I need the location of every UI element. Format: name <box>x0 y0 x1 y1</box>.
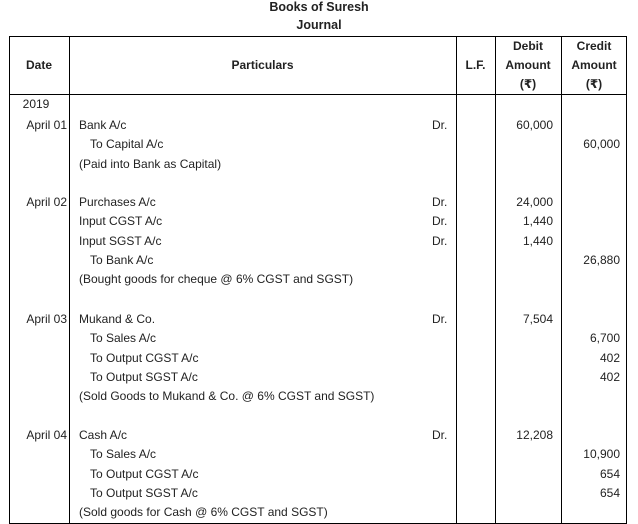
dr-marker: Dr. <box>432 428 448 442</box>
col-header-lf: L.F. <box>465 58 486 72</box>
debit-account: Bank A/c <box>79 118 127 132</box>
debit-account: Input SGST A/c <box>79 234 162 248</box>
credit-account: To Output SGST A/c <box>90 370 198 384</box>
entry-date: April 03 <box>26 312 67 326</box>
entry-date: April 04 <box>26 428 67 442</box>
credit-account: To Sales A/c <box>90 331 157 345</box>
entry-narration: (Sold goods for Cash @ 6% CGST and SGST) <box>79 505 328 519</box>
dr-marker: Dr. <box>432 214 448 228</box>
col-header-debit-line3: (₹) <box>519 77 537 91</box>
credit-amount: 402 <box>599 351 620 365</box>
column-divider <box>69 36 70 524</box>
debit-account: Mukand & Co. <box>79 312 156 326</box>
entry-date: April 02 <box>26 195 67 209</box>
entry-narration: (Sold Goods to Mukand & Co. @ 6% CGST and SGST) <box>79 389 375 403</box>
dr-marker: Dr. <box>432 312 448 326</box>
column-divider <box>456 36 457 524</box>
entry-narration: (Bought goods for cheque @ 6% CGST and SGST) <box>79 272 354 286</box>
debit-account: Input CGST A/c <box>79 214 163 228</box>
col-header-date: Date <box>25 58 52 72</box>
credit-account: To Bank A/c <box>90 253 154 267</box>
col-header-credit-line2: Amount <box>571 58 617 72</box>
header-divider <box>9 94 627 95</box>
credit-amount: 654 <box>599 467 620 481</box>
entry-date: April 01 <box>26 118 67 132</box>
book-title: Books of Suresh <box>269 0 369 14</box>
year-label: 2019 <box>22 97 50 111</box>
debit-amount: 7,504 <box>522 312 553 326</box>
credit-amount: 6,700 <box>589 331 620 345</box>
debit-amount: 1,440 <box>522 234 553 248</box>
debit-amount: 1,440 <box>522 214 553 228</box>
credit-account: To Output CGST A/c <box>90 351 199 365</box>
debit-amount: 12,208 <box>516 428 553 442</box>
entry-narration: (Paid into Bank as Capital) <box>79 157 222 171</box>
debit-account: Purchases A/c <box>79 195 156 209</box>
debit-amount: 24,000 <box>516 195 553 209</box>
credit-account: To Output SGST A/c <box>90 486 198 500</box>
column-divider <box>495 36 496 524</box>
journal-title: Journal <box>296 18 342 32</box>
credit-amount: 60,000 <box>583 137 620 151</box>
column-divider <box>561 36 562 524</box>
credit-account: To Capital A/c <box>90 137 164 151</box>
col-header-credit-line1: Credit <box>576 39 612 53</box>
credit-amount: 26,880 <box>583 253 620 267</box>
debit-amount: 60,000 <box>516 118 553 132</box>
credit-amount: 10,900 <box>583 447 620 461</box>
col-header-debit-line2: Amount <box>505 58 551 72</box>
debit-account: Cash A/c <box>79 428 128 442</box>
credit-account: To Sales A/c <box>90 447 157 461</box>
col-header-credit-line3: (₹) <box>585 77 603 91</box>
col-header-debit-line1: Debit <box>513 39 543 53</box>
dr-marker: Dr. <box>432 234 448 248</box>
dr-marker: Dr. <box>432 118 448 132</box>
credit-amount: 402 <box>599 370 620 384</box>
credit-account: To Output CGST A/c <box>90 467 199 481</box>
col-header-particulars: Particulars <box>231 58 294 72</box>
dr-marker: Dr. <box>432 195 448 209</box>
credit-amount: 654 <box>599 486 620 500</box>
